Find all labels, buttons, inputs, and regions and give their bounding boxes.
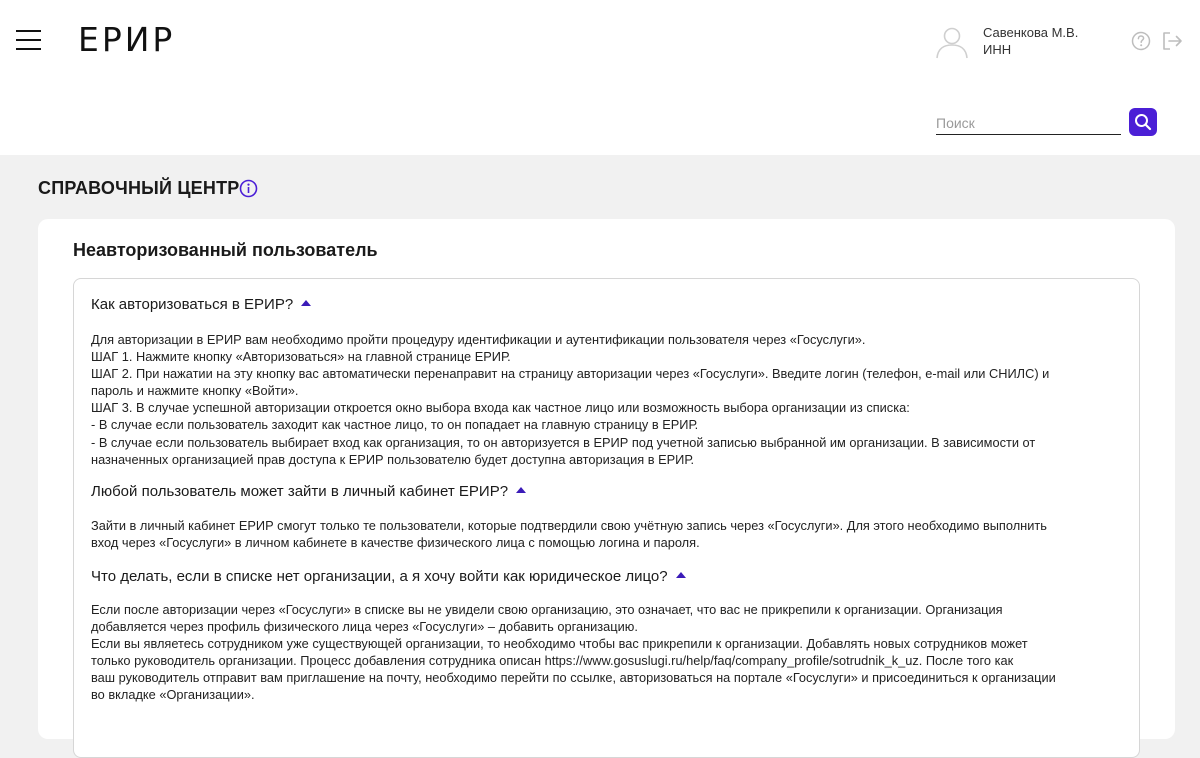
- faq-answer-line: пароль и нажмите кнопку «Войти».: [91, 383, 299, 399]
- user-avatar-icon[interactable]: [934, 23, 970, 59]
- collapse-arrow-icon[interactable]: [676, 572, 686, 578]
- faq-question[interactable]: [91, 568, 686, 586]
- logout-icon[interactable]: [1161, 31, 1183, 51]
- faq-answer-line: ШАГ 2. При нажатии на эту кнопку вас автоматически перенаправит на страницу авторизации через «Госуслуги». Введите логин (телефон, e-mail или СНИЛС) и: [91, 366, 1050, 382]
- faq-answer-line: Если после авторизации через «Госуслуги» в списке вы не увидели свою организацию, это означает, что вас не прикрепили к организации. Организация: [91, 602, 1003, 617]
- faq-answer-line: ШАГ 1. Нажмите кнопку «Авторизоваться» на главной странице ЕРИР.: [91, 349, 511, 365]
- faq-answer: [91, 331, 1121, 468]
- faq-answer-line: только руководитель организации. Процесс добавления сотрудника описан https://www.gosuslugi.ru/help/faq/company_profile/sotrudnik_k_uz. После того как: [91, 653, 1014, 669]
- faq-answer-line: Если вы являетесь сотрудником уже существующей организации, то необходимо чтобы вас прикрепили к организации. Добавлять новых сотрудников может: [91, 636, 1028, 652]
- app-logo[interactable]: ЕРИР: [78, 20, 176, 59]
- faq-answer-line: Зайти в личный кабинет ЕРИР смогут только те пользователи, которые подтвердили свою учётную запись через «Госуслуги». Для этого необходимо выполнить: [91, 518, 1047, 533]
- faq-question-text: Как авторизоваться в ЕРИР?: [91, 296, 294, 313]
- section-title: Неавторизованный пользователь: [73, 240, 378, 260]
- collapse-arrow-icon[interactable]: [301, 300, 311, 306]
- faq-answer-line: - В случае если пользователь выбирает вход как организация, то он авторизуется в ЕРИР под учетной записью выбранной им организации. В зависимости от: [91, 434, 1036, 450]
- faq-question[interactable]: [91, 296, 311, 314]
- collapse-arrow-icon[interactable]: [516, 487, 526, 493]
- faq-list: [73, 278, 1140, 758]
- hamburger-menu-icon[interactable]: [16, 30, 41, 50]
- user-name: Савенкова М.В.: [983, 25, 1079, 40]
- faq-question[interactable]: [91, 483, 526, 501]
- faq-answer-line: во вкладке «Организации».: [91, 687, 255, 703]
- search-button[interactable]: [1129, 108, 1157, 136]
- top-header: [0, 0, 1200, 155]
- page-title: СПРАВОЧНЫЙ ЦЕНТР: [38, 178, 240, 198]
- faq-answer-line: назначенных организацией прав доступа к ЕРИР пользователю будет доступна авторизация в ЕРИР.: [91, 451, 695, 467]
- faq-answer-line: - В случае если пользователь заходит как частное лицо, то он попадает на главную страницу в ЕРИР.: [91, 417, 699, 433]
- faq-answer-line: ШАГ 3. В случае успешной авторизации откроется окно выбора входа как частное лицо или возможность выбора организации из списка:: [91, 400, 910, 416]
- faq-question-text: Любой пользователь может зайти в личный кабинет ЕРИР?: [91, 483, 509, 500]
- help-icon[interactable]: [1131, 31, 1151, 51]
- help-card: [38, 219, 1175, 739]
- info-icon[interactable]: [239, 179, 258, 198]
- search-icon: [1134, 113, 1152, 131]
- search-input[interactable]: [936, 111, 1121, 135]
- faq-answer-line: ваш руководитель отправит вам приглашение на почту, необходимо перейти по ссылке, авторизоваться на портале «Госуслуги» и присоединиться к организации: [91, 670, 1056, 686]
- faq-answer: [91, 601, 1121, 704]
- faq-answer-line: вход через «Госуслуги» в личном кабинете в качестве физического лица с помощью логина и пароля.: [91, 535, 700, 551]
- user-inn-label: ИНН: [983, 42, 1012, 57]
- faq-question-text: Что делать, если в списке нет организации, а я хочу войти как юридическое лицо?: [91, 568, 668, 585]
- faq-answer-line: Для авторизации в ЕРИР вам необходимо пройти процедуру идентификации и аутентификации пользователя через «Госуслуги».: [91, 332, 866, 347]
- faq-answer: [91, 517, 1121, 551]
- faq-answer-line: добавляется через профиль физического лица через «Госуслуги» – добавить организацию.: [91, 619, 638, 635]
